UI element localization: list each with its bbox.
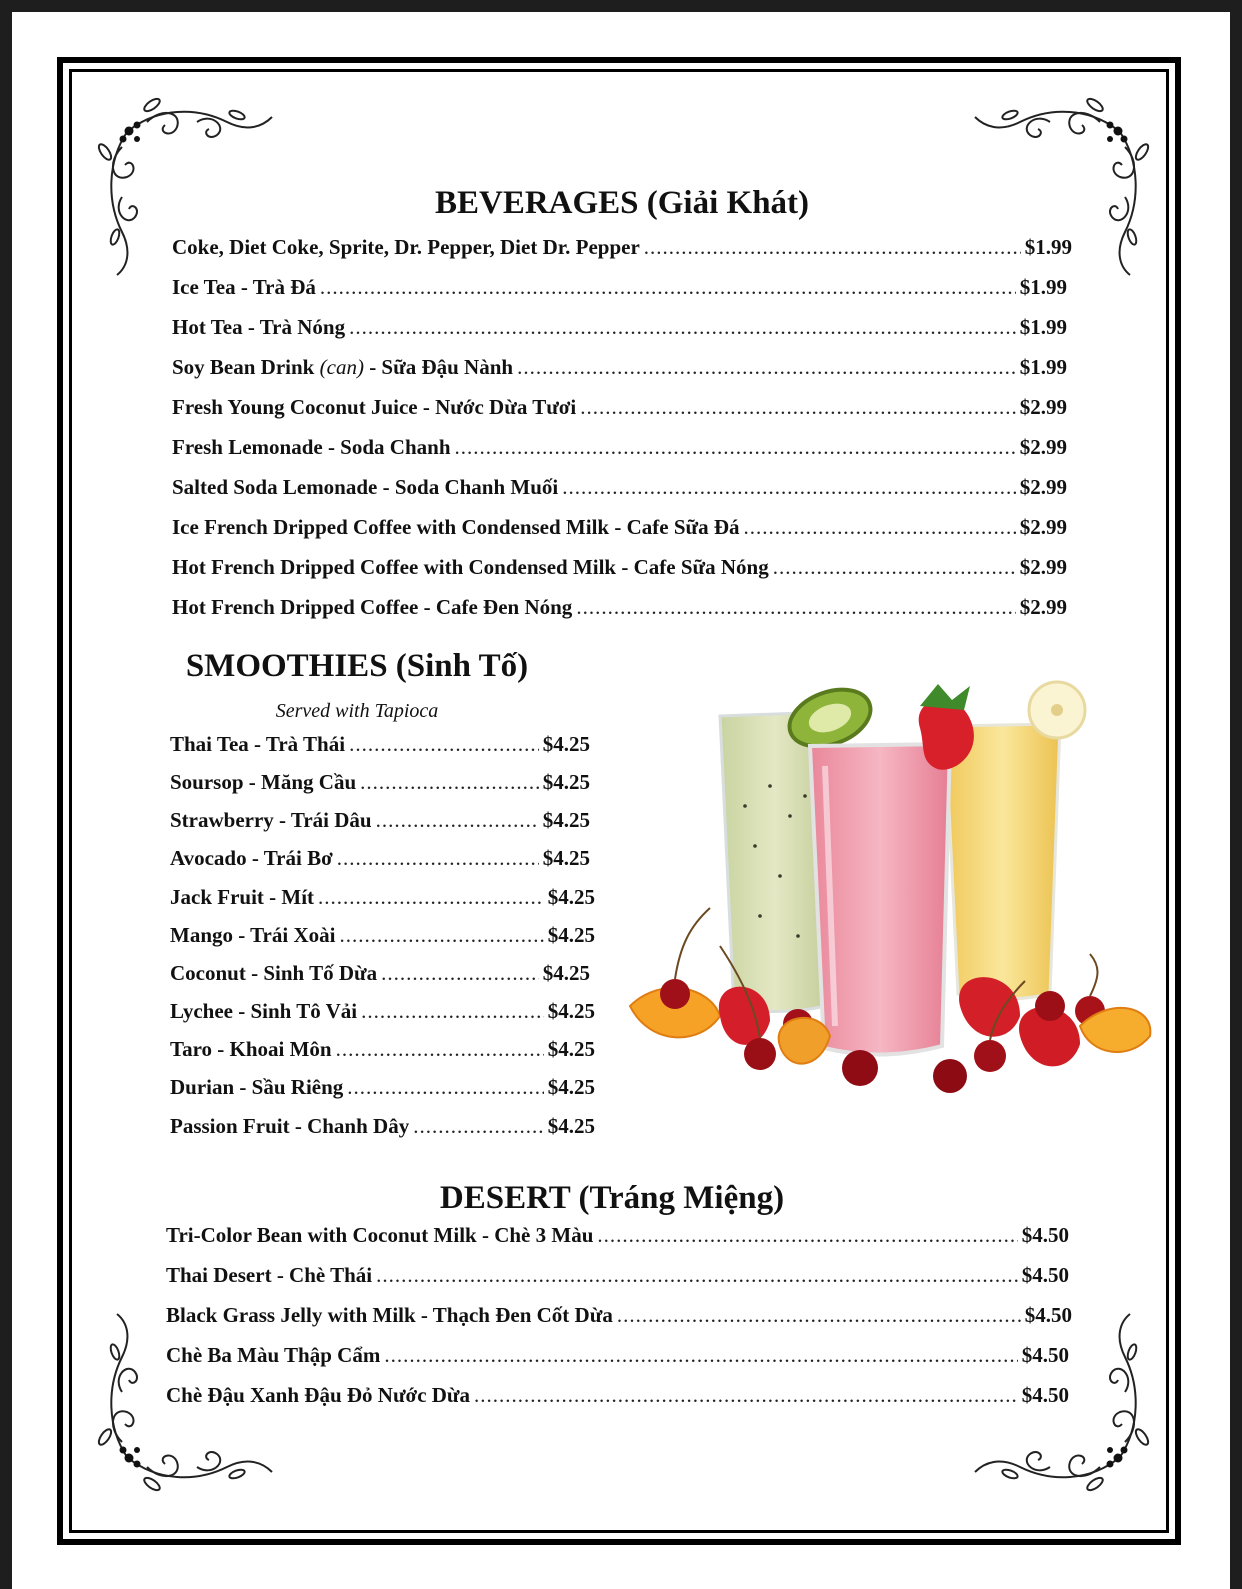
section-title-beverages: BEVERAGES (Giải Khát) [434,185,810,221]
menu-item [172,595,1067,625]
item-price: $1.99 [1019,315,1067,339]
item-name: Thai Desert - Chè Thái [166,1263,373,1287]
dot-leader [339,923,543,948]
dot-leader [597,1223,1017,1248]
item-price: $4.50 [1021,1263,1069,1287]
item-name: Mango - Trái Xoài [170,923,336,947]
menu-item [166,1223,1069,1253]
menu-item [166,1343,1069,1373]
item-price: $4.25 [547,999,595,1023]
item-name: Chè Ba Màu Thập Cẩm [166,1343,381,1367]
item-name: Durian - Sầu Riêng [170,1075,344,1099]
dot-leader [617,1303,1021,1328]
dot-leader [384,1343,1017,1368]
dot-leader [337,846,539,871]
item-name: Soy Bean Drink (can) - Sữa Đậu Nành [172,355,514,379]
menu-item [170,885,595,915]
item-name: Jack Fruit - Mít [170,885,315,909]
item-price: $2.99 [1019,555,1067,579]
menu-item [170,923,595,953]
item-name: Fresh Lemonade - Soda Chanh [172,435,451,459]
menu-item [170,999,595,1029]
item-price: $4.25 [542,808,590,832]
menu-item [172,395,1067,425]
menu-item [170,1075,595,1105]
item-name: Avocado - Trái Bơ [170,846,333,870]
item-name: Salted Soda Lemonade - Soda Chanh Muối [172,475,559,499]
item-name: Hot Tea - Trà Nóng [172,315,346,339]
item-name: Coconut - Sinh Tố Dừa [170,961,378,985]
dot-leader [318,885,544,910]
dot-leader [320,275,1016,300]
menu-item [172,435,1067,465]
dot-leader [360,770,539,795]
menu-item [170,1037,595,1067]
item-price: $4.25 [547,1037,595,1061]
item-price: $2.99 [1019,395,1067,419]
dot-leader [644,235,1021,260]
dot-leader [455,435,1016,460]
menu-item [172,275,1067,305]
item-name: Fresh Young Coconut Juice - Nước Dừa Tươi [172,395,577,419]
item-price: $4.25 [547,885,595,909]
item-name: Soursop - Măng Cầu [170,770,357,794]
dot-leader [361,999,544,1024]
item-name: Coke, Diet Coke, Sprite, Dr. Pepper, Diet Dr. Pepper [172,235,640,259]
dot-leader [349,732,539,757]
item-price: $4.25 [542,770,590,794]
menu-item [166,1383,1069,1413]
item-name: Black Grass Jelly with Milk - Thạch Đen Cốt Dừa [166,1303,613,1327]
dot-leader [376,1263,1018,1288]
dot-leader [744,515,1016,540]
item-price: $4.50 [1021,1223,1069,1247]
dot-leader [474,1383,1018,1408]
item-price: $4.25 [542,846,590,870]
dot-leader [376,808,539,833]
menu-item [170,1114,595,1144]
item-price: $4.50 [1021,1383,1069,1407]
dot-leader [562,475,1015,500]
dot-leader [336,1037,544,1062]
dot-leader [576,595,1015,620]
smoothies-subtitle: Served with Tapioca [275,700,439,722]
dot-leader [580,395,1015,420]
item-name: Hot French Dripped Coffee with Condensed Milk - Cafe Sữa Nóng [172,555,769,579]
dot-leader [349,315,1016,340]
item-name: Strawberry - Trái Dâu [170,808,372,832]
item-name: Thai Tea - Trà Thái [170,732,346,756]
item-price: $2.99 [1019,515,1067,539]
menu-item [170,846,590,876]
item-name: Lychee - Sinh Tô Vải [170,999,358,1023]
section-title-smoothies: SMOOTHIES (Sinh Tố) [185,648,529,684]
menu-item [172,315,1067,345]
dot-leader [413,1114,544,1139]
item-name: Passion Fruit - Chanh Dây [170,1114,410,1138]
item-name: Chè Đậu Xanh Đậu Đỏ Nước Dừa [166,1383,471,1407]
item-price: $4.50 [1024,1303,1072,1327]
item-price: $2.99 [1019,475,1067,499]
item-price: $4.50 [1021,1343,1069,1367]
item-name: Hot French Dripped Coffee - Cafe Đen Nóng [172,595,573,619]
menu-item [172,555,1067,585]
menu-item [166,1263,1069,1293]
dot-leader [347,1075,543,1100]
menu-item [172,355,1067,385]
menu-item [172,515,1067,545]
menu-item [172,235,1072,265]
item-name: Ice French Dripped Coffee with Condensed Milk - Cafe Sữa Đá [172,515,740,539]
dot-leader [517,355,1016,380]
item-price: $1.99 [1019,355,1067,379]
menu-item [170,732,590,762]
item-name: Ice Tea - Trà Đá [172,275,316,299]
item-price: $4.25 [542,961,590,985]
item-price: $4.25 [547,923,595,947]
dot-leader [773,555,1016,580]
item-price: $4.25 [542,732,590,756]
item-name: Taro - Khoai Môn [170,1037,332,1061]
menu-page [12,12,1230,1589]
item-price: $4.25 [547,1114,595,1138]
item-price: $1.99 [1024,235,1072,259]
menu-item [170,770,590,800]
menu-item [170,808,590,838]
menu-item [170,961,590,991]
item-name: Tri-Color Bean with Coconut Milk - Chè 3 Màu [166,1223,594,1247]
item-price: $2.99 [1019,435,1067,459]
item-price: $4.25 [547,1075,595,1099]
dot-leader [381,961,539,986]
section-title-desert: DESERT (Tráng Miệng) [439,1180,785,1216]
item-price: $1.99 [1019,275,1067,299]
menu-item [166,1303,1072,1333]
menu-item [172,475,1067,505]
smoothie-glasses-with-fruit-icon [620,676,1160,1116]
item-price: $2.99 [1019,595,1067,619]
